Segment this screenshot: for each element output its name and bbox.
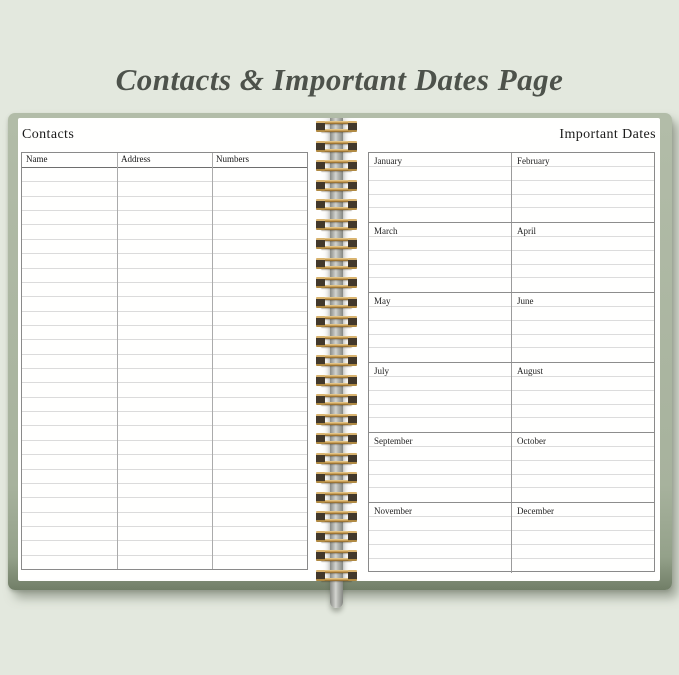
spiral-ring (316, 297, 357, 308)
punch-hole (348, 258, 357, 269)
punch-hole (316, 258, 325, 269)
punch-hole (348, 394, 357, 405)
punch-hole (316, 492, 325, 503)
spiral-ring (316, 531, 357, 542)
month-label: February (512, 153, 654, 167)
punch-hole (348, 238, 357, 249)
column-header: Address (121, 154, 151, 164)
spiral-ring (316, 238, 357, 249)
punch-hole (348, 121, 357, 132)
punch-hole (348, 297, 357, 308)
spiral-ring (316, 277, 357, 288)
month-label: July (369, 363, 511, 377)
punch-hole (348, 316, 357, 327)
spiral-ring (316, 316, 357, 327)
month-label: June (512, 293, 654, 307)
spiral-ring (316, 121, 357, 132)
column-header: Numbers (216, 154, 249, 164)
punch-hole (348, 433, 357, 444)
punch-hole (316, 121, 325, 132)
spiral-ring (316, 511, 357, 522)
punch-hole (316, 531, 325, 542)
punch-hole (316, 277, 325, 288)
spiral-ring (316, 375, 357, 386)
spiral-ring (316, 258, 357, 269)
spiral-ring (316, 141, 357, 152)
punch-hole (348, 531, 357, 542)
spiral-ring (316, 570, 357, 581)
punch-hole (348, 355, 357, 366)
spiral-ring (316, 414, 357, 425)
punch-hole (316, 355, 325, 366)
month-label: January (369, 153, 511, 167)
punch-hole (348, 414, 357, 425)
punch-hole (348, 160, 357, 171)
punch-hole (316, 160, 325, 171)
spiral-ring (316, 550, 357, 561)
punch-hole (348, 550, 357, 561)
spiral-ring (316, 453, 357, 464)
punch-hole (348, 570, 357, 581)
punch-hole (316, 550, 325, 561)
punch-hole (348, 453, 357, 464)
spiral-ring (316, 472, 357, 483)
important-dates-heading: Important Dates (559, 127, 656, 142)
month-label: August (512, 363, 654, 377)
month-label: December (512, 503, 654, 517)
punch-hole (316, 238, 325, 249)
punch-hole (348, 375, 357, 386)
column-header: Name (26, 154, 48, 164)
punch-hole (316, 414, 325, 425)
punch-hole (316, 394, 325, 405)
month-label: September (369, 433, 511, 447)
punch-hole (316, 316, 325, 327)
spiral-ring (316, 180, 357, 191)
punch-hole (348, 472, 357, 483)
spiral-ring (316, 160, 357, 171)
page-title: Contacts & Important Dates Page (115, 62, 564, 97)
punch-hole (316, 453, 325, 464)
spiral-ring (316, 492, 357, 503)
punch-hole (316, 375, 325, 386)
spiral-ring (316, 219, 357, 230)
month-label: November (369, 503, 511, 517)
spiral-ring (316, 199, 357, 210)
spiral-binding (8, 113, 672, 590)
spiral-ring (316, 433, 357, 444)
punch-hole (316, 141, 325, 152)
punch-hole (316, 472, 325, 483)
punch-hole (348, 336, 357, 347)
punch-hole (316, 180, 325, 191)
punch-hole (348, 277, 357, 288)
month-label: May (369, 293, 511, 307)
punch-hole (348, 199, 357, 210)
month-label: April (512, 223, 654, 237)
spiral-ring (316, 394, 357, 405)
punch-hole (316, 511, 325, 522)
month-label: October (512, 433, 654, 447)
punch-hole (316, 199, 325, 210)
punch-hole (348, 492, 357, 503)
contacts-heading: Contacts (22, 127, 75, 142)
punch-hole (316, 336, 325, 347)
punch-hole (316, 570, 325, 581)
punch-hole (348, 180, 357, 191)
punch-hole (348, 511, 357, 522)
punch-hole (348, 141, 357, 152)
notebook (8, 113, 672, 590)
punch-hole (316, 219, 325, 230)
punch-hole (316, 433, 325, 444)
punch-hole (348, 219, 357, 230)
month-label: March (369, 223, 511, 237)
spiral-ring (316, 336, 357, 347)
punch-hole (316, 297, 325, 308)
spiral-ring (316, 355, 357, 366)
